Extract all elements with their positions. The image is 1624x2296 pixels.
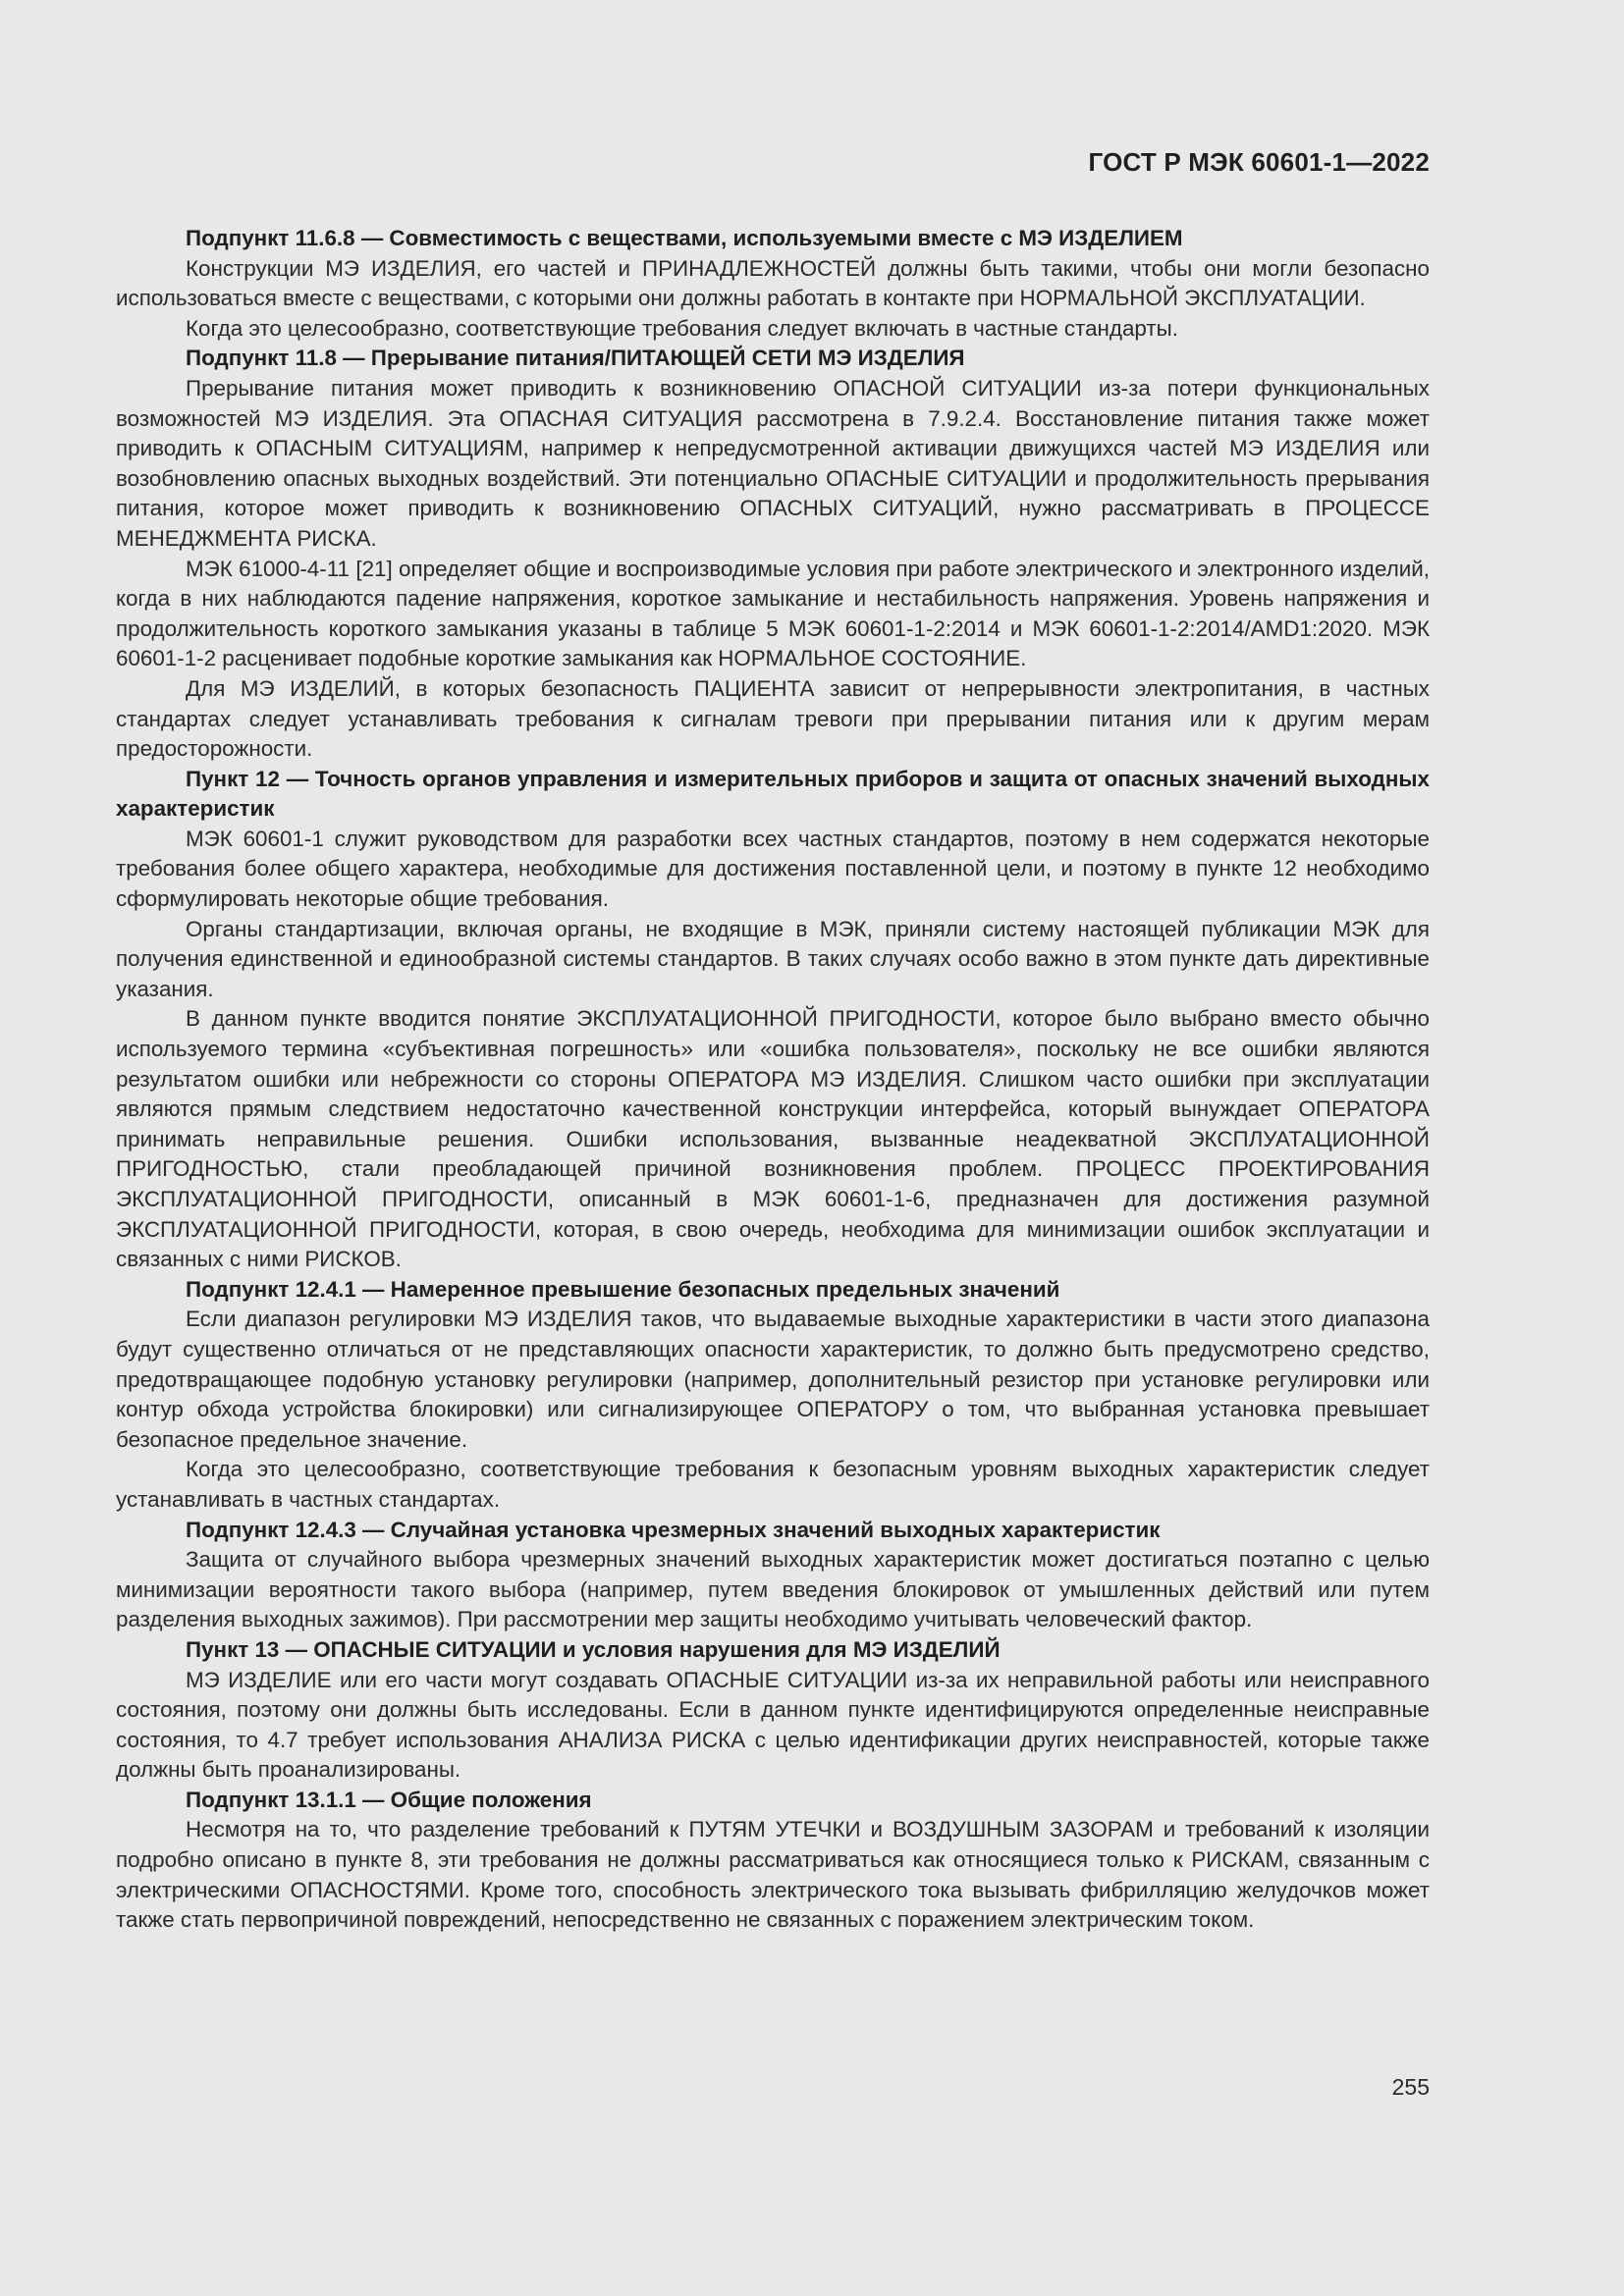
document-body — [116, 224, 1430, 1936]
body-paragraph: Для МЭ ИЗДЕЛИЙ, в которых безопасность ПАЦИЕНТА зависит от непрерывности электропитания, в частных стандартах следует устанавливать требования к сигналам тревоги при прерывании питания или к другим мерам предосторожности. — [116, 675, 1430, 762]
section-heading: Подпункт 12.4.3 — Случайная установка чрезмерных значений выходных характеристик — [186, 1517, 1161, 1542]
section-heading: Подпункт 11.8 — Прерывание питания/ПИТАЮЩЕЙ СЕТИ МЭ ИЗДЕЛИЯ — [186, 346, 965, 371]
section-heading: Пункт 13 — ОПАСНЫЕ СИТУАЦИИ и условия нарушения для МЭ ИЗДЕЛИЙ — [186, 1636, 1001, 1662]
body-paragraph: МЭК 61000-4-11 [21] определяет общие и воспроизводимые условия при работе электрического и электронного изделий, когда в них наблюдаются падение напряжения, короткое замыкание и нестабильность напряжения. Уровень напряжения и продолжительность короткого замыкания указаны в таблице 5 МЭК 60601-1-2:2014 и МЭК 60601-1-2:2014/AMD1:2020. МЭК 60601-1-2 расценивает подобные короткие замыкания как НОРМАЛЬНОЕ СОСТОЯНИЕ. — [116, 556, 1430, 671]
body-paragraph: В данном пункте вводится понятие ЭКСПЛУАТАЦИОННОЙ ПРИГОДНОСТИ, которое было выбрано вместо обычно используемого термина «субъективная погрешность» или «ошибка пользователя», поскольку не все ошибки являются результатом ошибки или небрежности со стороны ОПЕРАТОРА МЭ ИЗДЕЛИЯ. Слишком часто ошибки при эксплуатации являются прямым следствием недостаточно качественной конструкции интерфейса, который вынуждает ОПЕРАТОРА принимать неправильные решения. Ошибки использования, вызванные неадекватной ЭКСПЛУАТАЦИОННОЙ ПРИГОДНОСТЬЮ, стали преобладающей причиной возникновения проблем. ПРОЦЕСС ПРОЕКТИРОВАНИЯ ЭКСПЛУАТАЦИОННОЙ ПРИГОДНОСТИ, описанный в МЭК 60601-1-6, предназначен для достижения разумной ЭКСПЛУАТАЦИОННОЙ ПРИГОДНОСТИ, которая, в свою очередь, необходима для минимизации ошибок эксплуатации и связанных с ними РИСКОВ. — [116, 1006, 1430, 1272]
body-paragraph: Когда это целесообразно, соответствующие требования следует включать в частные стандарты. — [186, 315, 1178, 341]
page-number: 255 — [1391, 2074, 1430, 2100]
body-paragraph: Несмотря на то, что разделение требований к ПУТЯМ УТЕЧКИ и ВОЗДУШНЫМ ЗАЗОРАМ и требований к изоляции подробно описано в пункте 8, эти требования не должны рассматриваться как относящиеся только к РИСКАМ, связанным с электрическими ОПАСНОСТЯМИ. Кроме того, способность электрического тока вызывать фибрилляцию желудочков может также стать первопричиной повреждений, непосредственно не связанных с поражением электрическим током. — [116, 1817, 1430, 1933]
body-paragraph: Органы стандартизации, включая органы, не входящие в МЭК, приняли систему настоящей публикации МЭК для получения единственной и единообразной системы стандартов. В таких случаях особо важно в этом пункте дать директивные указания. — [116, 916, 1430, 1001]
section-heading: Подпункт 11.6.8 — Совместимость с веществами, используемыми вместе с МЭ ИЗДЕЛИЕМ — [186, 226, 1183, 250]
body-paragraph: МЭ ИЗДЕЛИЕ или его части могут создавать ОПАСНЫЕ СИТУАЦИИ из-за их неправильной работы или неисправного состояния, поэтому они должны быть исследованы. Если в данном пункте идентифицируются определенные неисправные состояния, то 4.7 требует использования АНАЛИЗА РИСКА с целью идентификации других неисправностей, которые также должны быть проанализированы. — [116, 1667, 1430, 1783]
section-heading: Подпункт 13.1.1 — Общие положения — [186, 1787, 592, 1812]
body-paragraph: МЭК 60601-1 служит руководством для разработки всех частных стандартов, поэтому в нем содержатся некоторые требования более общего характера, необходимые для достижения поставленной цели, и поэтому в пункте 12 необходимо сформулировать некоторые общие требования. — [116, 826, 1430, 912]
body-paragraph: Защита от случайного выбора чрезмерных значений выходных характеристик может достигаться поэтапно с целью минимизации вероятности такого выбора (например, путем введения блокировок от умышленных действий или путем разделения выходных зажимов). При рассмотрении мер защиты необходимо учитывать человеческий фактор. — [116, 1547, 1430, 1632]
section-heading: Подпункт 12.4.1 — Намеренное превышение безопасных предельных значений — [186, 1276, 1060, 1302]
document-code-header: ГОСТ Р МЭК 60601-1—2022 — [1088, 147, 1430, 177]
body-paragraph: Прерывание питания может приводить к возникновению ОПАСНОЙ СИТУАЦИИ из-за потери функциональных возможностей МЭ ИЗДЕЛИЯ. Эта ОПАСНАЯ СИТУАЦИЯ рассмотрена в 7.9.2.4. Восстановление питания также может приводить к ОПАСНЫМ СИТУАЦИЯМ, например к непредусмотренной активации движущихся частей МЭ ИЗДЕЛИЯ или возобновлению опасных выходных воздействий. Эти потенциально ОПАСНЫЕ СИТУАЦИИ и продолжительность прерывания питания, которое может приводить к возникновению ОПАСНЫХ СИТУАЦИЙ, нужно рассматривать в ПРОЦЕССЕ МЕНЕДЖМЕНТА РИСКА. — [116, 375, 1430, 551]
body-paragraph: Конструкции МЭ ИЗДЕЛИЯ, его частей и ПРИНАДЛЕЖНОСТЕЙ должны быть такими, чтобы они могли безопасно использоваться вместе с веществами, с которыми они должны работать в контакте при НОРМАЛЬНОЙ ЭКСПЛУАТАЦИИ. — [116, 255, 1430, 311]
section-heading: Пункт 12 — Точность органов управления и измерительных приборов и защита от опасных значений выходных характеристик — [116, 766, 1430, 822]
body-paragraph: Когда это целесообразно, соответствующие требования к безопасным уровням выходных характеристик следует устанавливать в частных стандартах. — [116, 1457, 1430, 1512]
body-paragraph: Если диапазон регулировки МЭ ИЗДЕЛИЯ таков, что выдаваемые выходные характеристики в части этого диапазона будут существенно отличаться от не представляющих опасности характеристик, то должно быть предусмотрено средство, предотвращающее подобную установку регулировки (например, дополнительный резистор при установке регулировки или контур обхода устройства блокировки) или сигнализирующее ОПЕРАТОРУ о том, что выбранная установка превышает безопасное предельное значение. — [116, 1307, 1430, 1452]
